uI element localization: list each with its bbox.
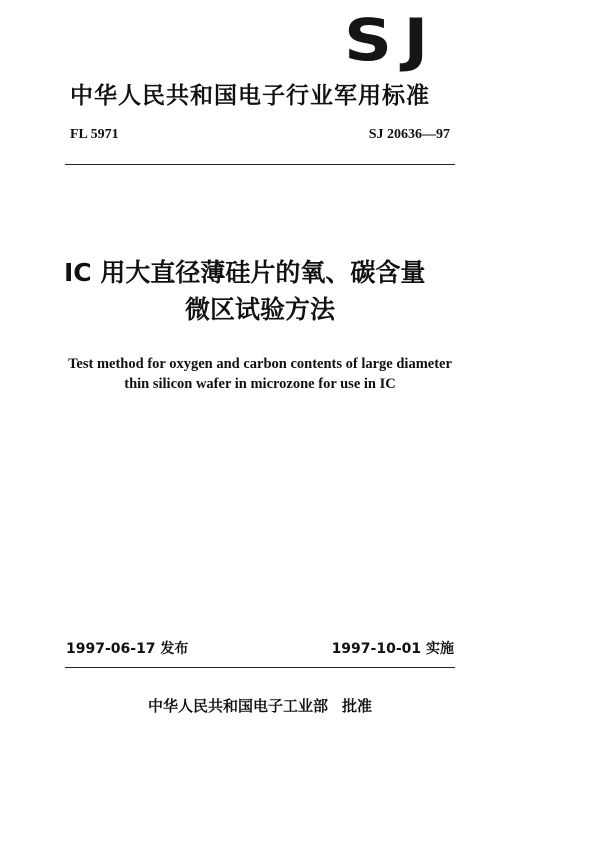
chinese-title-line-2: 微区试验方法	[184, 295, 335, 324]
english-title-line-2: thin silicon wafer in microzone for use in IC	[124, 376, 396, 392]
english-title-line-1: Test method for oxygen and carbon contents of large diameter	[68, 356, 452, 372]
approval-line	[100, 696, 420, 716]
footer-divider	[65, 667, 455, 668]
classification-code: FL 5971	[70, 127, 119, 142]
header-divider	[65, 164, 455, 165]
standard-number: SJ 20636—97	[368, 127, 450, 142]
chinese-title-line-1: IC 用大直径薄硅片的氧、碳含量	[64, 258, 426, 287]
approving-body: 中华人民共和国电子工业部	[147, 697, 328, 715]
approve-word: 批准	[342, 697, 373, 715]
sj-logo: SJ	[344, 6, 440, 74]
implementation-date: 1997-10-01 实施	[331, 641, 454, 657]
standard-series-title: 中华人民共和国电子行业军用标准	[70, 83, 430, 109]
issue-date: 1997-06-17 发布	[66, 641, 189, 657]
